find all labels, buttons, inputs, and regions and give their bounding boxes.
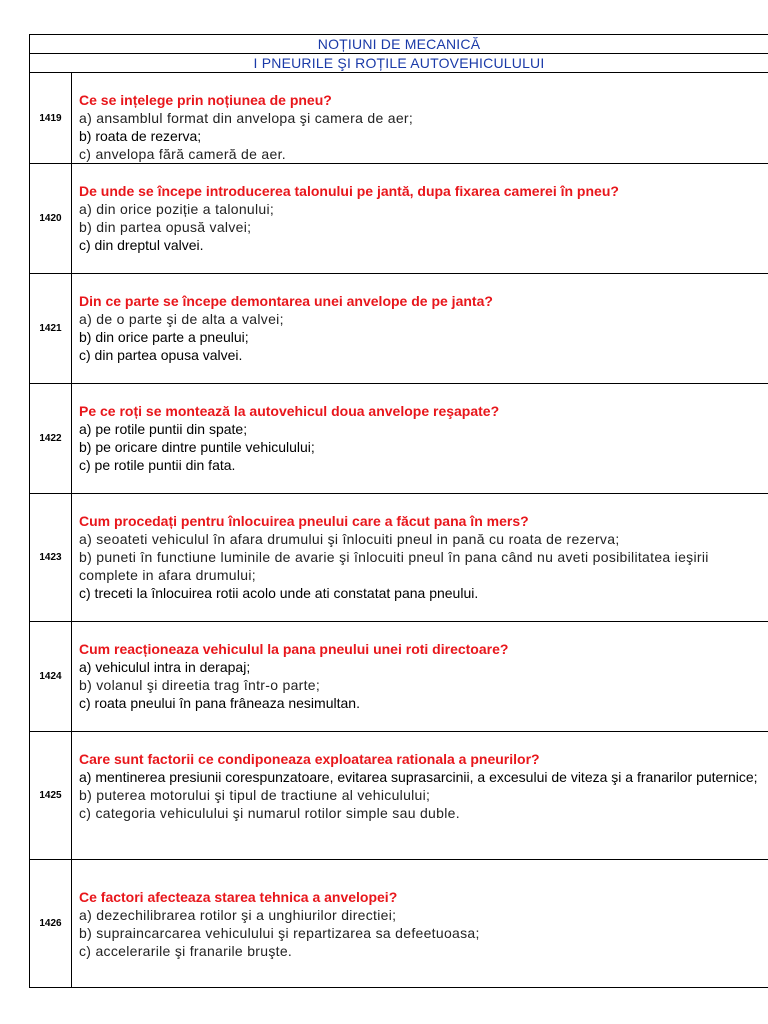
question-number: 1425 xyxy=(30,732,72,860)
answer-b: b) supraincarcarea vehiculului şi repartizarea sa defeetuoasa; xyxy=(79,924,480,941)
question-row xyxy=(30,622,768,732)
question-text: Din ce parte se începe demontarea unei anvelope de pe janta? xyxy=(79,293,493,309)
question-row xyxy=(30,384,768,494)
question-body xyxy=(72,732,768,860)
answer-c: c) categoria vehiculului şi numarul rotilor simple sau duble. xyxy=(79,805,460,821)
question-text: Care sunt factorii ce condiponeaza exploatarea rationala a pneurilor? xyxy=(79,751,540,767)
question-number: 1423 xyxy=(30,494,72,622)
question-number: 1422 xyxy=(30,384,72,494)
question-row xyxy=(30,732,768,860)
question-text: Ce factori afecteaza starea tehnica a anvelopei? xyxy=(79,888,398,905)
question-body xyxy=(72,384,768,494)
answer-c: c) anvelopa fără cameră de aer. xyxy=(79,146,286,162)
answer-c: c) treceti la înlocuirea rotii acolo unde ati constatat pana pneului. xyxy=(79,585,479,601)
document-subtitle: I PNEURILE ŞI ROȚILE AUTOVEHICULULUI xyxy=(30,54,768,73)
answer-a: a) ansamblul format din anvelopa şi camera de aer; xyxy=(79,110,414,126)
header-row-subtitle xyxy=(30,54,768,73)
question-number: 1419 xyxy=(30,73,72,164)
answer-a: a) dezechilibrarea rotilor şi a unghiurilor directiei; xyxy=(79,906,397,923)
question-text: De unde se începe introducerea talonului pe jantă, dupa fixarea camerei în pneu? xyxy=(79,183,619,199)
question-number: 1420 xyxy=(30,164,72,274)
question-row xyxy=(30,274,768,384)
answer-b: b) roata de rezerva; xyxy=(79,128,202,144)
question-row xyxy=(30,860,768,988)
answer-a: a) mentinerea presiunii corespunzatoare, evitarea suprasarcinii, a excesului de viteza şi a franarilor puternice; xyxy=(79,769,758,785)
question-text: Cum procedați pentru înlocuirea pneului care a făcut pana în mers? xyxy=(79,513,529,529)
answer-b: b) din partea opusă valvei; xyxy=(79,219,252,235)
question-number: 1424 xyxy=(30,622,72,732)
answer-b: b) pe oricare dintre puntile vehiculului; xyxy=(79,439,315,455)
question-row xyxy=(30,164,768,274)
answer-b: b) volanul şi direetia trag într-o parte; xyxy=(79,677,321,693)
question-row xyxy=(30,494,768,622)
answer-c: c) din partea opusa valvei. xyxy=(79,347,243,363)
question-body xyxy=(72,164,768,274)
answer-b: b) puterea motorului şi tipul de tractiune al vehiculului; xyxy=(79,787,431,803)
question-body xyxy=(72,73,768,164)
question-number: 1421 xyxy=(30,274,72,384)
answer-a: a) de o parte şi de alta a valvei; xyxy=(79,311,284,327)
question-text: Ce se ințelege prin noțiunea de pneu? xyxy=(79,92,332,108)
answer-a: a) vehiculul intra in derapaj; xyxy=(79,659,251,675)
question-text: Cum reacționeaza vehiculul la pana pneului unei roti directoare? xyxy=(79,641,509,657)
question-body xyxy=(72,274,768,384)
answer-a: a) din orice poziție a talonului; xyxy=(79,201,275,217)
question-number: 1426 xyxy=(30,860,72,988)
question-text: Pe ce roți se montează la autovehicul doua anvelope reşapate? xyxy=(79,403,500,419)
answer-b: b) din orice parte a pneului; xyxy=(79,329,249,345)
question-body xyxy=(72,494,768,622)
answer-c: c) accelerarile şi franarile bruşte. xyxy=(79,942,293,959)
answer-a: a) pe rotile puntii din spate; xyxy=(79,421,248,437)
quiz-table xyxy=(29,34,768,988)
quiz-sheet xyxy=(29,34,768,988)
header-row-title xyxy=(30,35,768,54)
answer-c: c) din dreptul valvei. xyxy=(79,237,204,253)
question-row xyxy=(30,73,768,164)
answer-c: c) roata pneului în pana frâneaza nesimultan. xyxy=(79,695,360,711)
question-body xyxy=(72,622,768,732)
question-body xyxy=(72,860,768,988)
answer-c: c) pe rotile puntii din fata. xyxy=(79,457,236,473)
document-title: NOȚIUNI DE MECANICĂ xyxy=(30,35,768,54)
answer-a: a) seoateti vehiculul în afara drumului şi înlocuiti pneul in pană cu roata de rezerva; xyxy=(79,531,620,547)
answer-b: b) puneti în functiune luminile de avarie şi înlocuiti pneul în pana când nu aveti posibilitatea ieşirii complete in afara drumului; xyxy=(79,549,709,583)
